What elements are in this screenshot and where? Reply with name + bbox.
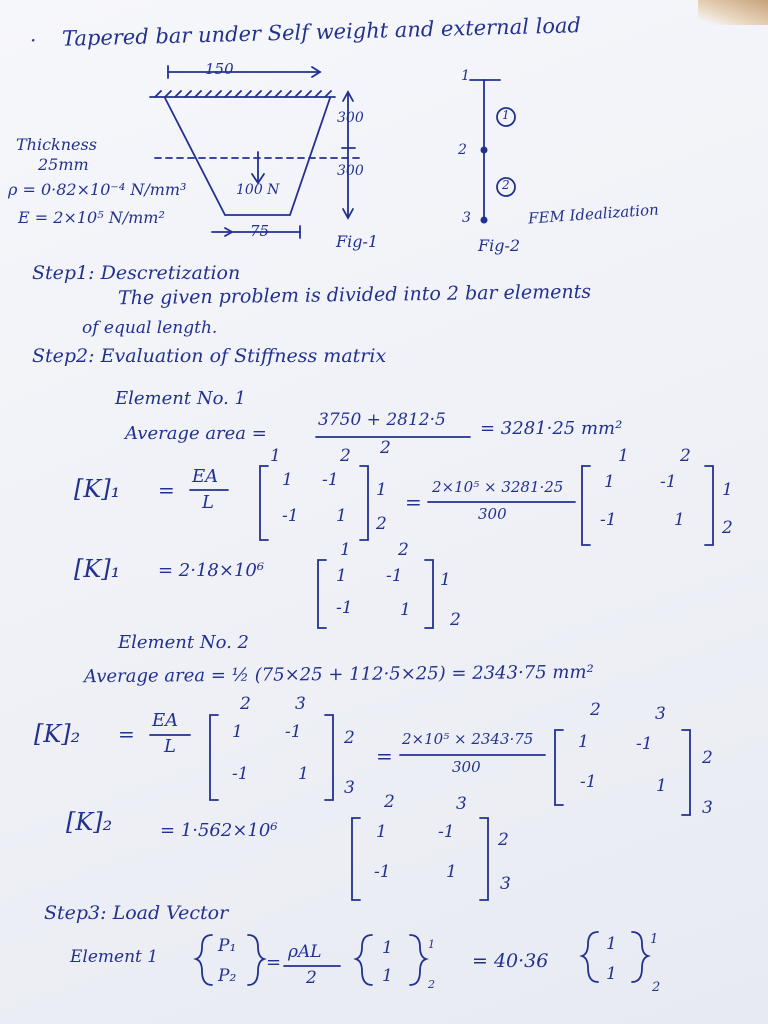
fig1-support-hatch: [150, 91, 335, 97]
step3-fraction-denominator: 2: [306, 968, 317, 988]
fig2-node-1: 1: [461, 68, 470, 84]
el1-k-result-value: = 2·18×10⁶: [158, 560, 265, 581]
step3-equals: =: [266, 952, 282, 973]
el1-res-d: 1: [400, 600, 411, 620]
el2-k-c: -1: [232, 764, 249, 784]
el2-num-d: 1: [656, 776, 667, 796]
fig2-bar-line: [470, 80, 515, 223]
el1-sub-numerator: 2×10⁵ × 3281·25: [432, 478, 564, 496]
el2-sub-numerator: 2×10⁵ × 2343·75: [402, 730, 534, 748]
el2-k-result-label: [K]₂: [66, 808, 113, 836]
fig1-caption: Fig-1: [336, 232, 379, 251]
el1-k-b: -1: [322, 470, 339, 490]
step1-heading: Step1: Descretization: [32, 262, 241, 284]
el1-res-dof-row-1: 1: [440, 570, 451, 590]
el2-res-a: 1: [376, 822, 387, 842]
el1-equals-2: =: [405, 490, 422, 514]
el2-num-dof-row-3: 3: [702, 798, 713, 818]
el2-equals-2: =: [376, 744, 393, 768]
el1-l: L: [202, 492, 214, 513]
el2-res-dof-row-2: 2: [498, 830, 509, 850]
el1-num-c: -1: [600, 510, 617, 530]
el2-area-expression: Average area = ½ (75×25 + 112·5×25) = 2343·75 mm²: [83, 661, 594, 688]
el1-k-d: 1: [336, 506, 347, 526]
step3-res-vec-1: 1: [606, 934, 617, 954]
step3-p2: P₂: [218, 966, 237, 986]
el1-num-dof-row-1: 1: [722, 480, 733, 500]
el1-ea: EA: [192, 466, 219, 487]
step3-element-label: Element 1: [70, 947, 159, 967]
fig1-top-dimension: [168, 66, 320, 78]
step3-dof-2: 2: [428, 978, 435, 991]
el1-area-label: Average area =: [125, 423, 267, 444]
el2-k-b: -1: [285, 722, 302, 742]
el2-res-b: -1: [438, 822, 455, 842]
el2-dof-col-2: 2: [240, 694, 251, 714]
step3-braces: [196, 932, 648, 985]
fig1-load-label: 100 N: [236, 182, 280, 198]
fig2-label: FEM Idealization: [527, 200, 660, 228]
step3-p1: P₁: [218, 936, 237, 956]
el2-dof-col-3: 3: [295, 694, 306, 714]
el1-heading: Element No. 1: [115, 388, 246, 409]
step2-heading: Step2: Evaluation of Stiffness matrix: [32, 345, 387, 367]
el1-k-result-label: [K]₁: [74, 555, 121, 583]
step3-heading: Step3: Load Vector: [44, 902, 229, 924]
bullet-mark: ·: [30, 28, 37, 52]
el1-res-dof-col-2: 2: [398, 540, 409, 560]
el2-res-dof-col-2: 2: [384, 792, 395, 812]
el1-k-a: 1: [282, 470, 293, 490]
el1-area-numerator: 3750 + 2812·5: [318, 410, 446, 430]
step3-res-vec-2: 1: [606, 964, 617, 984]
step3-res-dof-1: 1: [650, 932, 659, 947]
step3-res-dof-2: 2: [652, 980, 661, 995]
el1-res-dof-col-1: 1: [340, 540, 351, 560]
el2-num-c: -1: [580, 772, 597, 792]
thickness-value: 25mm: [38, 155, 89, 174]
density-value: ρ = 0·82×10⁻⁴ N/mm³: [8, 180, 187, 199]
el2-num-b: -1: [636, 734, 653, 754]
el2-res-d: 1: [446, 862, 457, 882]
el1-num-dof-col-1: 1: [618, 446, 629, 466]
fig1-height-lower: 300: [337, 163, 364, 179]
page-title: Tapered bar under Self weight and external load: [61, 13, 582, 51]
thickness-label: Thickness: [16, 135, 97, 154]
el2-res-dof-row-3: 3: [500, 874, 511, 894]
fig1-top-width: 150: [205, 60, 234, 78]
fig1-bottom-width: 75: [250, 222, 270, 240]
el2-sub-denominator: 300: [452, 758, 481, 776]
el1-dof-col-1: 1: [270, 446, 281, 466]
modulus-value: E = 2×10⁵ N/mm²: [18, 208, 165, 227]
el2-k-label: [K]₂: [34, 720, 81, 748]
el2-res-dof-col-3: 3: [456, 794, 467, 814]
fig2-caption: Fig-2: [478, 236, 521, 255]
fig2-element-2: 2: [502, 178, 510, 192]
el1-dof-col-2: 2: [340, 446, 351, 466]
el2-num-a: 1: [578, 732, 589, 752]
step3-dof-1: 1: [428, 938, 435, 951]
el1-num-dof-col-2: 2: [680, 446, 691, 466]
step3-result: = 40·36: [472, 950, 549, 972]
el2-ea: EA: [152, 710, 179, 731]
el1-dof-row-1: 1: [376, 480, 387, 500]
step1-line2: of equal length.: [82, 318, 218, 338]
el1-k-c: -1: [282, 506, 299, 526]
el2-heading: Element No. 2: [118, 632, 249, 653]
fig2-node-3: 3: [462, 210, 471, 226]
el2-res-c: -1: [374, 862, 391, 882]
el2-k-a: 1: [232, 722, 243, 742]
el1-res-c: -1: [336, 598, 353, 618]
el1-area-denominator: 2: [380, 438, 391, 458]
el1-res-a: 1: [336, 566, 347, 586]
step3-vec-1: 1: [382, 938, 393, 958]
fig1-height-upper: 300: [337, 110, 364, 126]
step3-fraction-numerator: ρAL: [288, 942, 322, 962]
el1-num-dof-row-2: 2: [722, 518, 733, 538]
el1-area-result: = 3281·25 mm²: [480, 418, 623, 439]
el2-num-dof-col-2: 2: [590, 700, 601, 720]
el2-dof-row-2: 2: [344, 728, 355, 748]
el1-num-d: 1: [674, 510, 685, 530]
el2-num-dof-col-3: 3: [655, 704, 666, 724]
step3-vec-2: 1: [382, 966, 393, 986]
step1-line1: The given problem is divided into 2 bar elements: [117, 280, 592, 310]
el1-k-label: [K]₁: [74, 475, 121, 503]
el1-sub-denominator: 300: [478, 505, 507, 523]
el2-l: L: [164, 736, 176, 757]
el2-equals: =: [118, 722, 135, 746]
fig2-node-2: 2: [458, 142, 467, 158]
el1-num-a: 1: [604, 472, 615, 492]
el2-k-result-value: = 1·562×10⁶: [160, 820, 278, 841]
el1-dof-row-2: 2: [376, 514, 387, 534]
fig1-load-arrow: [252, 152, 264, 183]
el1-res-b: -1: [386, 566, 403, 586]
el1-res-dof-row-2: 2: [450, 610, 461, 630]
el2-k-d: 1: [298, 764, 309, 784]
el2-dof-row-3: 3: [344, 778, 355, 798]
fig2-element-1: 1: [502, 108, 510, 122]
el1-equals: =: [158, 478, 175, 502]
el1-num-b: -1: [660, 472, 677, 492]
el2-num-dof-row-2: 2: [702, 748, 713, 768]
